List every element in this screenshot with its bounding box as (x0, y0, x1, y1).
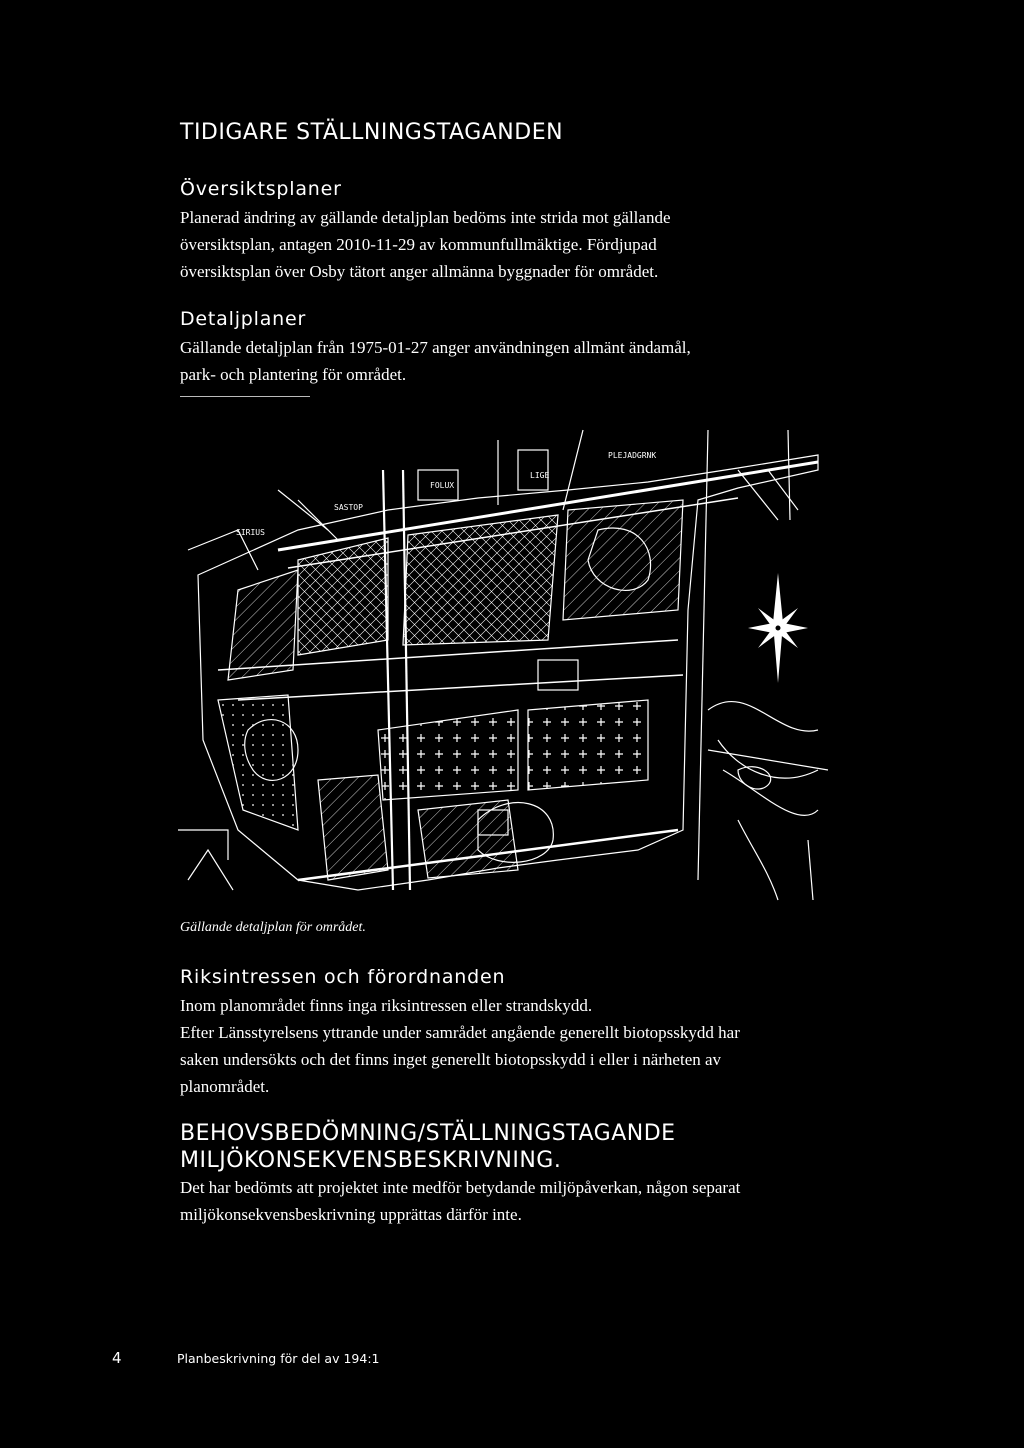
behovsbedomning-paragraph (180, 1174, 740, 1228)
paragraph-line: översiktsplan över Osby tätort anger allmänna byggnader för området. (180, 262, 659, 281)
detaljplaner-paragraph (180, 334, 691, 388)
paragraph-line: Inom planområdet finns inga riksintressen eller strandskydd. (180, 996, 593, 1015)
map-label-top-right: PLEJADGRNK (608, 451, 657, 460)
paragraph-line: saken undersökts och det finns inget generellt biotopsskydd i eller i närheten av (180, 1050, 722, 1069)
riksintressen-heading: Riksintressen och förordnanden (180, 966, 506, 988)
page-number: 4 (112, 1349, 122, 1367)
paragraph-line: Det har bedömts att projektet inte medför betydande miljöpåverkan, någon separat (180, 1178, 741, 1197)
map-label-lige: LIGE (530, 471, 550, 480)
heading-line: MILJÖKONSEKVENSBESKRIVNING. (180, 1148, 562, 1173)
paragraph-line: Efter Länsstyrelsens yttrande under samrådet angående generellt biotopsskydd har (180, 1023, 740, 1042)
paragraph-line: miljökonsekvensbeskrivning upprättas därför inte. (180, 1205, 522, 1224)
detail-plan-map (178, 410, 830, 910)
paragraph-line: översiktsplan, antagen 2010-11-29 av kommunfullmäktige. Fördjupad (180, 235, 657, 254)
paragraph-line: planområdet. (180, 1077, 270, 1096)
map-caption: Gällande detaljplan för området. (180, 920, 366, 935)
paragraph-line: Gällande detaljplan från 1975-01-27 anger användningen allmänt ändamål, (180, 338, 691, 357)
oversiktsplaner-paragraph (180, 204, 671, 285)
map-label-sirius: SIRIUS (236, 528, 265, 537)
oversiktsplaner-heading: Översiktsplaner (180, 178, 342, 200)
detaljplaner-heading: Detaljplaner (180, 308, 307, 330)
map-label-sastop: SASTOP (334, 503, 363, 512)
behovsbedomning-heading (180, 1120, 676, 1174)
footer-document-title: Planbeskrivning för del av 194:1 (177, 1351, 380, 1366)
short-divider (180, 396, 310, 397)
heading-line: BEHOVSBEDÖMNING/STÄLLNINGSTAGANDE (180, 1121, 676, 1146)
paragraph-line: park- och plantering för området. (180, 365, 407, 384)
paragraph-line: Planerad ändring av gällande detaljplan bedöms inte strida mot gällande (180, 208, 671, 227)
map-label-folux: FOLUX (430, 481, 455, 490)
north-arrow-icon (748, 573, 808, 683)
riksintressen-paragraph (180, 992, 740, 1100)
section-title: TIDIGARE STÄLLNINGSTAGANDEN (180, 120, 564, 145)
